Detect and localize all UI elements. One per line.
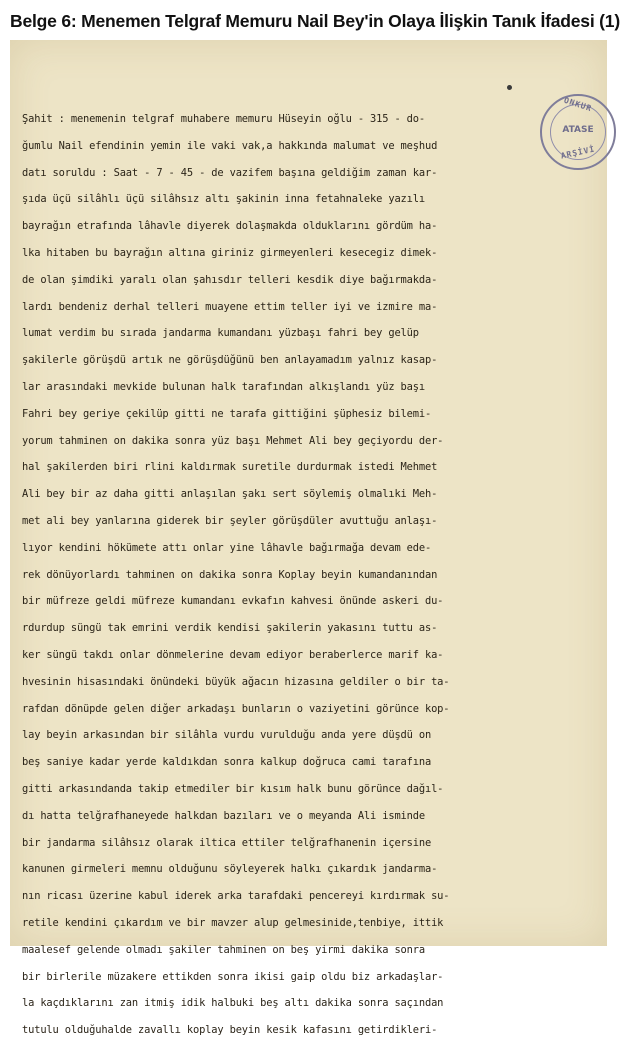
document-line: nın ricası üzerine kabul iderek arka tarafdaki pencereyi kırdırmak su- bbox=[22, 890, 450, 903]
document-line: bir müfreze geldi müfreze kumandanı evkafın kahvesi önünde askeri du- bbox=[22, 595, 444, 608]
document-line: de olan şimdiki yaralı olan şahısdır telleri kesdik diye bağırmakda- bbox=[22, 273, 438, 286]
seal-top-text: ONKUR bbox=[562, 95, 594, 114]
document-line: rdurdup süngü tak emrini verdik kendisi şakilerin yakasını tuttu as- bbox=[22, 622, 438, 635]
document-line: tutulu olduğuhalde zavallı koplay beyin kesik kafasını getirdikleri- bbox=[22, 1024, 438, 1037]
document-line: dı hatta telğrafhaneyede halkdan bazıları ve o meyanda Ali isminde bbox=[22, 809, 425, 822]
typewritten-testimony bbox=[22, 106, 602, 1044]
document-line: gitti arkasındanda takip etmediler bir kısım halk bunu görünce dağıl- bbox=[22, 782, 444, 795]
document-line: rek dönüyorlardı tahminen on dakika sonra Koplay beyin kumandanından bbox=[22, 568, 438, 581]
document-line: lka hitaben bu bayrağın altına giriniz girmeyenleri kesecegiz dimek- bbox=[22, 246, 438, 259]
document-line: lar arasındaki mevkide bulunan halk tarafından alkışlandı yüz başı bbox=[22, 380, 425, 393]
document-line: kanunen girmeleri memnu olduğunu söyleyerek halkı çıkardık jandarma- bbox=[22, 863, 438, 876]
document-line: lardı bendeniz derhal telleri muayene ettim teller iyi ve izmire ma- bbox=[22, 300, 438, 313]
document-line: retile kendini çıkardım ve bir mavzer alup gelmesinide,tenbiye, ittik bbox=[22, 916, 444, 929]
document-line: hvesinin hisasındaki önündeki büyük ağacın hizasına geldiler o bir ta- bbox=[22, 675, 450, 688]
document-line: Şahit : menemenin telgraf muhabere memuru Hüseyin oğlu - 315 - do- bbox=[22, 113, 425, 125]
document-heading: Belge 6: Menemen Telgraf Memuru Nail Bey'in Olaya İlişkin Tanık İfadesi (1) bbox=[10, 10, 620, 31]
seal-middle-text: ATASE bbox=[562, 125, 594, 135]
document-line: ker süngü takdı onlar dönmelerine devam ediyor beraberlerce marif ka- bbox=[22, 648, 444, 661]
document-line: rafdan dönüpde gelen diğer arkadaşı bunların o vaziyetini görünce kop- bbox=[22, 702, 450, 715]
document-line: datı soruldu : Saat - 7 - 45 - de vazifem başına geldiğim zaman kar- bbox=[22, 166, 438, 179]
seal-bottom-text: ARŞİVİ bbox=[559, 144, 597, 161]
document-line: la kaçdıklarını zan itmiş idik halbuki beş altı dakika sonra saçından bbox=[22, 997, 444, 1010]
document-line: Fahri bey geriye çekilüp gitti ne tarafa gittiğini şüphesiz bilemi- bbox=[22, 407, 432, 420]
document-line: Ali bey bir az daha gitti anlaşılan şakı sert söylemiş olmalıki Meh- bbox=[22, 488, 438, 501]
document-line: met ali bey yanlarına giderek bir şeyler görüşdüler avuttuğu anlaşı- bbox=[22, 514, 438, 527]
document-line: lay beyin arkasından bir silâhla vurdu vurulduğu anda yere düşdü on bbox=[22, 729, 432, 742]
document-line: beş saniye kadar yerde kaldıkdan sonra kalkup doğruca cami tarafına bbox=[22, 756, 432, 769]
document-line: şıda üçü silâhlı üçü silâhsız altı şakinin inna fetahnaleke yazılı bbox=[22, 193, 425, 206]
document-line: lıyor kendini hökümete attı onlar yine lâhavle bağırmağa devam ede- bbox=[22, 541, 432, 554]
document-line: bir birlerile müzakere ettikden sonra ikisi gaip oldu biz arkadaşlar- bbox=[22, 970, 444, 983]
document-line: yorum tahminen on dakika sonra yüz başı Mehmet Ali bey geçiyordu der- bbox=[22, 434, 444, 447]
document-line: lumat verdim bu sırada jandarma kumandanı yüzbaşı fahri bey gelüp bbox=[22, 327, 419, 340]
document-page bbox=[10, 40, 607, 1037]
document-line: şakilerle görüşdü artık ne görüşdüğünü ben anlayamadım yalnız kasap- bbox=[22, 354, 438, 367]
document-line: ğumlu Nail efendinin yemin ile vaki vak,a hakkında malumat ve meşhud bbox=[22, 139, 438, 152]
document-line: bir jandarma silâhsız olarak iltica ettiler telğrafhanenin içersine bbox=[22, 836, 432, 849]
document-line: hal şakilerden biri rlini kaldırmak suretile durdurmak istedi Mehmet bbox=[22, 461, 438, 474]
document-line: bayrağın etrafında lâhavle diyerek dolaşmakda olduklarını gördüm ha- bbox=[22, 220, 438, 233]
ink-mark bbox=[507, 85, 512, 90]
document-line: maalesef gelende olmadı şakiler tahminen on beş yirmi dakika sonra bbox=[22, 943, 425, 956]
